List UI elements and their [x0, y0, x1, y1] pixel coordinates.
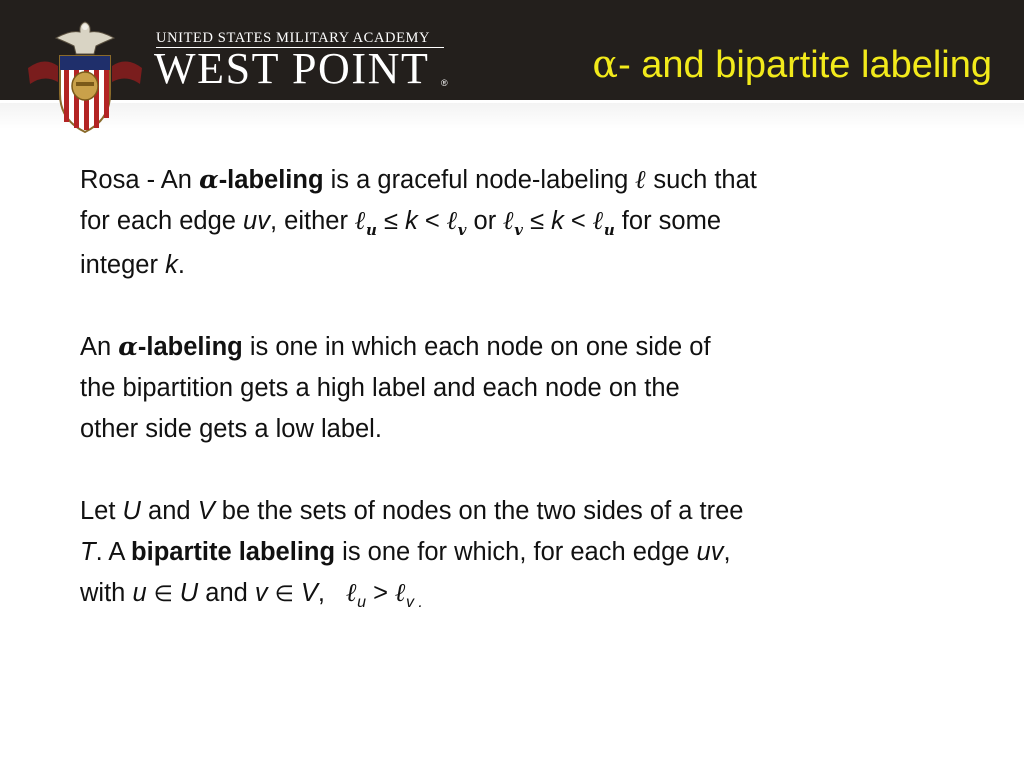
text-run: for each edge — [80, 207, 244, 235]
text-run: , either — [269, 207, 356, 235]
paragraph-bipartite-definition — [80, 491, 910, 617]
logo-wordmark: WEST POINT — [154, 44, 430, 93]
text-line: the bipartition gets a high label and each node on the — [80, 374, 680, 402]
text-run: < — [563, 207, 593, 235]
ell-symbol: ℓ — [592, 206, 604, 236]
text-run: < — [417, 207, 447, 235]
text-run: for some — [614, 207, 722, 235]
var-k: k — [551, 207, 564, 235]
text-run: ≤ — [522, 207, 552, 235]
ell-symbol: ℓ — [635, 165, 647, 195]
title-text: - and bipartite labeling — [618, 44, 992, 86]
ell-symbol: ℓ — [395, 578, 406, 608]
text-run: is one for which, for each edge — [335, 538, 697, 566]
text-run: Let — [80, 497, 123, 525]
text-line — [80, 245, 910, 286]
text-line — [80, 491, 910, 532]
var-V: V — [197, 497, 215, 525]
registered-mark: ® — [441, 78, 448, 88]
alpha-symbol: α — [118, 332, 138, 362]
title-alpha-symbol: α — [592, 42, 619, 86]
text-line — [80, 532, 910, 573]
text-run: , — [723, 538, 731, 566]
text-run: An — [80, 333, 119, 361]
element-of-symbol: ∈ — [267, 582, 301, 607]
text-line — [80, 160, 910, 201]
var-v: v — [254, 579, 268, 607]
term-labeling: -labeling — [137, 333, 243, 361]
var-U: U — [179, 579, 199, 607]
text-run: ≤ — [376, 207, 406, 235]
text-run: Rosa - An — [80, 166, 200, 194]
text-run: > — [366, 579, 396, 607]
header-shadow-strip — [0, 103, 1024, 129]
element-of-symbol: ∈ — [146, 582, 180, 607]
paragraph-alpha-definition — [80, 327, 910, 450]
var-uv: uv — [696, 538, 724, 566]
var-k: k — [165, 251, 178, 279]
var-u: u — [132, 579, 147, 607]
subscript: u — [365, 221, 377, 239]
text-run: be the sets of nodes on the two sides of a tree — [214, 497, 744, 525]
text-run: integer — [80, 251, 166, 279]
text-run: , — [317, 579, 347, 607]
ell-symbol: ℓ — [346, 578, 358, 608]
text-line — [80, 327, 910, 368]
var-uv: uv — [243, 207, 270, 235]
var-U: U — [122, 497, 141, 525]
text-run: and — [198, 579, 255, 607]
var-k: k — [405, 207, 418, 235]
var-T: T — [80, 538, 96, 566]
text-run: . A — [95, 538, 132, 566]
term-bipartite-labeling: bipartite labeling — [131, 538, 336, 566]
ell-symbol: ℓ — [355, 206, 366, 236]
alpha-symbol: α — [199, 165, 219, 195]
text-run: . — [413, 594, 423, 611]
slide-body — [80, 160, 910, 658]
text-run: is a graceful node-labeling — [323, 166, 636, 194]
text-line — [80, 573, 910, 617]
text-run: is one in which each node on one side of — [242, 333, 711, 361]
subscript: v — [405, 594, 414, 611]
subscript: u — [603, 221, 615, 239]
west-point-crest-icon — [24, 16, 146, 134]
ell-symbol: ℓ — [446, 206, 458, 236]
var-V: V — [300, 579, 318, 607]
text-run: and — [140, 497, 198, 525]
text-line: other side gets a low label. — [80, 415, 382, 443]
text-run: with — [80, 579, 133, 607]
ell-symbol: ℓ — [503, 206, 515, 236]
text-run: such that — [646, 166, 757, 194]
slide-title — [592, 41, 992, 88]
term-labeling: -labeling — [218, 166, 324, 194]
text-run: . — [177, 251, 185, 279]
text-run: or — [466, 207, 504, 235]
text-line — [80, 201, 910, 245]
paragraph-rosa-definition — [80, 160, 910, 286]
subscript: v — [457, 221, 467, 239]
institution-line: UNITED STATES MILITARY ACADEMY — [156, 30, 431, 46]
subscript: v — [514, 221, 523, 239]
subscript: u — [357, 594, 366, 611]
